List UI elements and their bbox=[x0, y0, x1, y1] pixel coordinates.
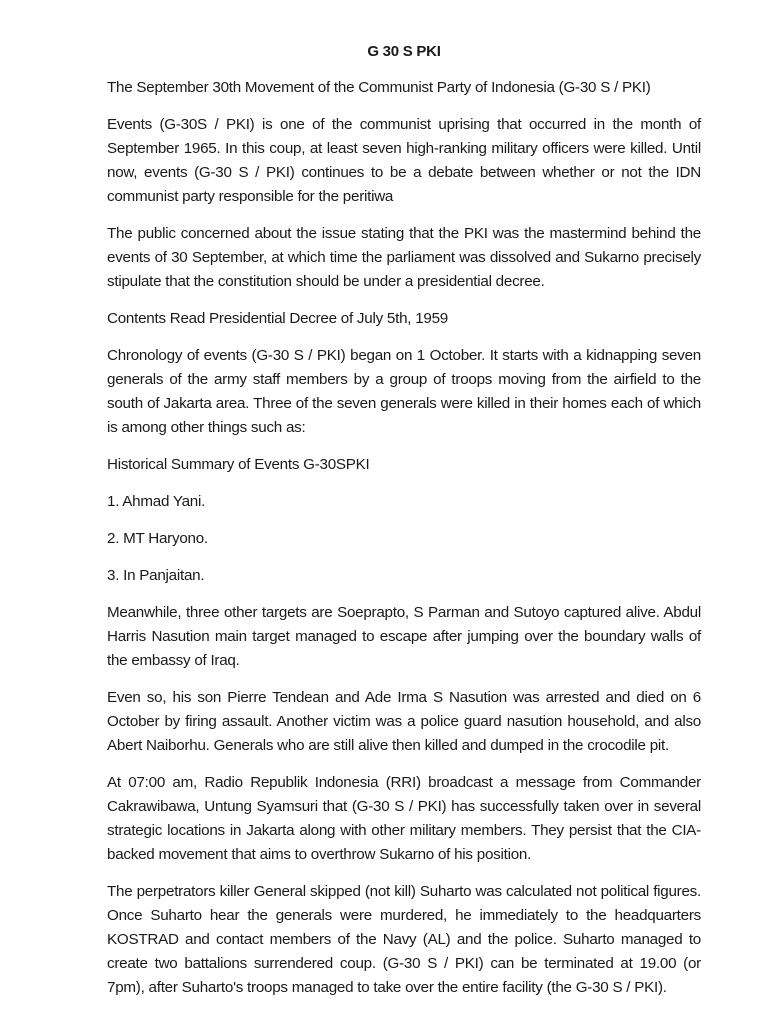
radio-broadcast-paragraph: At 07:00 am, Radio Republik Indonesia (RRI) broadcast a message from Commander Cakrawibawa, Untung Syamsuri that (G-30 S / PKI) has successfully taken over in several strategic locations in Jakarta along with other military members. They persist that the CIA-backed movement that aims to overthrow Sukarno of his position. bbox=[107, 774, 701, 863]
subtitle-paragraph: The September 30th Movement of the Communist Party of Indonesia (G-30 S / PKI) bbox=[107, 79, 651, 96]
targets-paragraph: Meanwhile, three other targets are Soeprapto, S Parman and Sutoyo captured alive. Abdul Harris Nasution main target managed to escape after jumping over the boundary walls of the embassy of Iraq. bbox=[107, 604, 701, 669]
document-title: G 30 S PKI bbox=[367, 43, 441, 60]
events-paragraph: Events (G-30S / PKI) is one of the communist uprising that occurred in the month of September 1965. In this coup, at least seven high-ranking military officers were killed. Until now, events (G-30 S / PKI) continues to be a debate between whether or not the IDN communist party responsible for the peritiwa bbox=[107, 116, 701, 205]
public-concern-paragraph: The public concerned about the issue stating that the PKI was the mastermind behind the events of 30 September, at which time the parliament was dissolved and Sukarno precisely stipulate that the constitution should be under a presidential decree. bbox=[107, 225, 701, 290]
list-item: 1. Ahmad Yani. bbox=[107, 493, 206, 510]
chronology-paragraph: Chronology of events (G-30 S / PKI) began on 1 October. It starts with a kidnapping seven generals of the army staff members by a group of troops moving from the airfield to the south of Jakarta area. Three of the seven generals were killed in their homes each of which is among other things such as: bbox=[107, 347, 701, 436]
summary-heading: Historical Summary of Events G-30SPKI bbox=[107, 456, 370, 473]
list-item: 2. MT Haryono. bbox=[107, 530, 208, 547]
list-item: 3. In Panjaitan. bbox=[107, 567, 205, 584]
document-page bbox=[107, 40, 701, 1013]
decree-paragraph: Contents Read Presidential Decree of July 5th, 1959 bbox=[107, 310, 448, 327]
victims-paragraph: Even so, his son Pierre Tendean and Ade Irma S Nasution was arrested and died on 6 October by firing assault. Another victim was a police guard nasution household, and also Abert Naiborhu. Generals who are still alive then killed and dumped in the crocodile pit. bbox=[107, 689, 701, 754]
suharto-paragraph: The perpetrators killer General skipped (not kill) Suharto was calculated not political figures. Once Suharto hear the generals were murdered, he immediately to the headquarters KOSTRAD and contact members of the Navy (AL) and the police. Suharto managed to create two battalions surrendered coup. (G-30 S / PKI) can be terminated at 19.00 (or 7pm), after Suharto's troops managed to take over the entire facility (the G-30 S / PKI). bbox=[107, 883, 701, 996]
